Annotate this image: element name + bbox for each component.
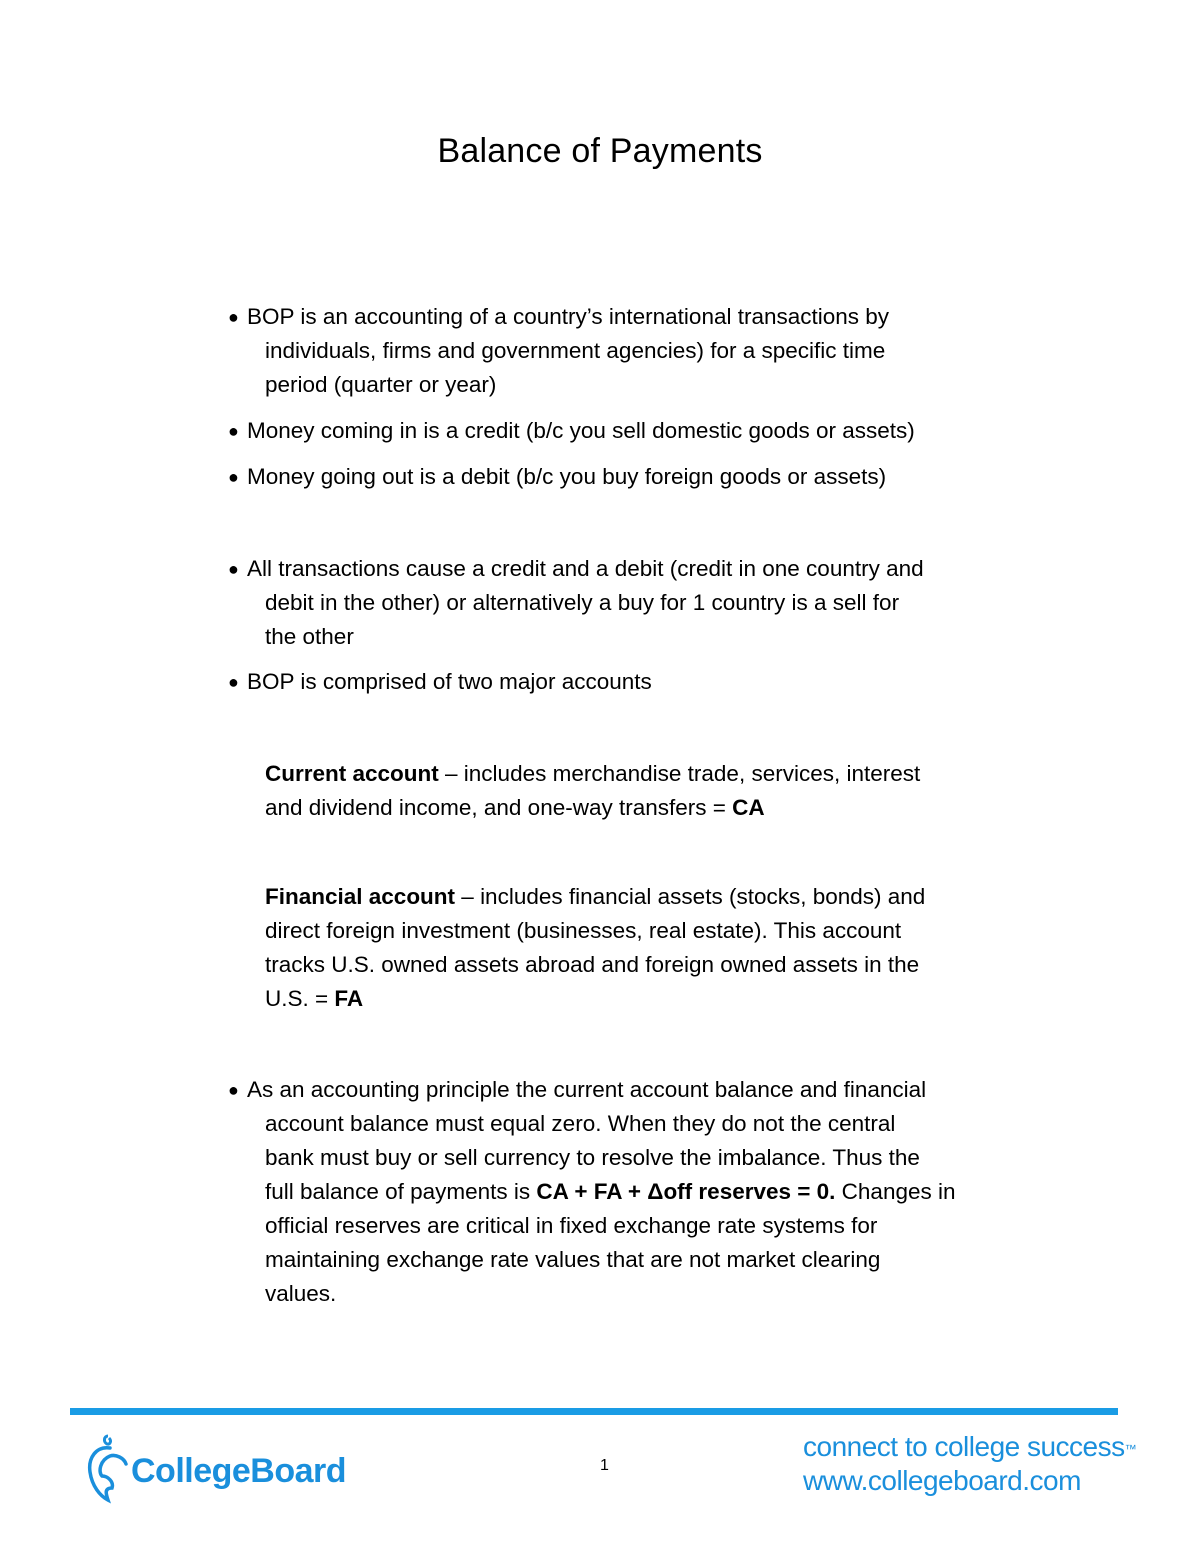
- current-account-paragraph: [265, 757, 1010, 825]
- current-account-abbrev: CA: [732, 795, 765, 820]
- page-title: Balance of Payments: [437, 132, 763, 170]
- bullet-money-out: [228, 460, 1028, 494]
- bullet-icon: ●: [228, 559, 239, 579]
- logo-text: CollegeBoard: [131, 1452, 347, 1490]
- bullet-line: period (quarter or year): [265, 372, 497, 397]
- bullet-line: All transactions cause a credit and a debit (credit in one country and: [247, 556, 924, 581]
- footer-tagline: [803, 1430, 1136, 1498]
- bullet-transactions: [228, 552, 1028, 654]
- bullet-icon: ●: [228, 421, 239, 441]
- page-number: 1: [600, 1457, 609, 1474]
- bullet-icon: ●: [228, 1080, 239, 1100]
- bullet-line: Money coming in is a credit (b/c you sell domestic goods or assets): [247, 418, 915, 443]
- footer-url[interactable]: www.collegeboard.com: [803, 1465, 1081, 1496]
- bullet-line: bank must buy or sell currency to resolve the imbalance. Thus the: [265, 1145, 920, 1170]
- bullet-money-in: [228, 414, 1028, 448]
- financial-account-term: Financial account: [265, 884, 456, 909]
- financial-account-line: direct foreign investment (businesses, real estate). This account: [265, 918, 902, 943]
- bop-formula: CA + FA + Δoff reserves = 0.: [536, 1179, 836, 1204]
- bullet-icon: ●: [228, 672, 239, 692]
- financial-account-desc: – includes financial assets (stocks, bonds) and: [455, 884, 926, 909]
- bullet-line: official reserves are critical in fixed exchange rate systems for: [265, 1213, 878, 1238]
- financial-account-paragraph: [265, 880, 1010, 1016]
- bullet-line: full balance of payments is: [265, 1179, 537, 1204]
- bullet-line: the other: [265, 624, 354, 649]
- trademark-symbol: ™: [1124, 1442, 1137, 1456]
- financial-account-abbrev: FA: [334, 986, 364, 1011]
- financial-account-line: tracks U.S. owned assets abroad and foreign owned assets in the: [265, 952, 920, 977]
- bullet-line: values.: [265, 1281, 337, 1306]
- financial-account-line: U.S. =: [265, 986, 335, 1011]
- bullet-line: BOP is comprised of two major accounts: [247, 669, 652, 694]
- bullet-accounting-principle: [228, 1073, 1028, 1311]
- acorn-icon: [86, 1430, 132, 1510]
- tagline-text: connect to college success: [803, 1431, 1125, 1462]
- bullet-line: account balance must equal zero. When they do not the central: [265, 1111, 896, 1136]
- bullet-line: Money going out is a debit (b/c you buy foreign goods or assets): [247, 464, 887, 489]
- bullet-line: Changes in: [835, 1179, 956, 1204]
- bullet-line: BOP is an accounting of a country’s international transactions by: [247, 304, 890, 329]
- footer-divider: [70, 1408, 1118, 1415]
- current-account-desc-2: and dividend income, and one-way transfers =: [265, 795, 733, 820]
- bullet-icon: ●: [228, 307, 239, 327]
- bullet-line: debit in the other) or alternatively a buy for 1 country is a sell for: [265, 590, 900, 615]
- bullet-line: maintaining exchange rate values that are not market clearing: [265, 1247, 881, 1272]
- bullet-bop-definition: [228, 300, 1028, 402]
- bullet-major-accounts: [228, 665, 1028, 699]
- bullet-line: As an accounting principle the current account balance and financial: [247, 1077, 927, 1102]
- collegeboard-logo[interactable]: [86, 1430, 356, 1510]
- bullet-icon: ●: [228, 467, 239, 487]
- bullet-line: individuals, firms and government agencies) for a specific time: [265, 338, 886, 363]
- current-account-desc: – includes merchandise trade, services, interest: [438, 761, 921, 786]
- current-account-term: Current account: [265, 761, 439, 786]
